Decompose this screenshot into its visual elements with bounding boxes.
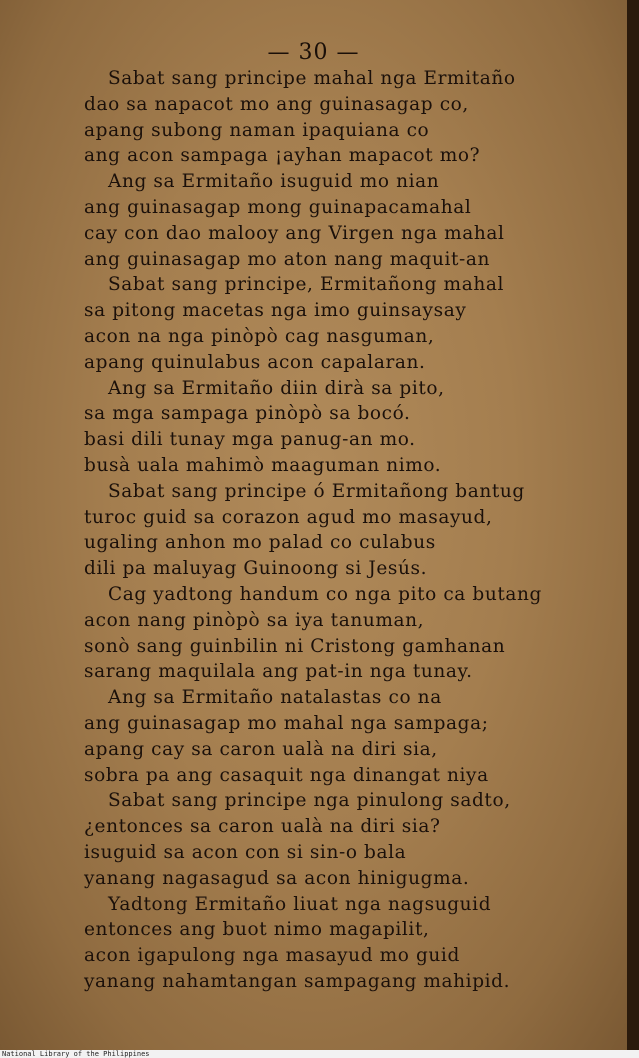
text-line: ¿entonces sa caron ualà na diri sia?: [84, 816, 441, 838]
text-line: yanang nahamtangan sampagang mahipid.: [84, 970, 511, 992]
text-line: Cag yadtong handum co nga pito ca butang: [108, 583, 542, 605]
text-line: dili pa maluyag Guinoong si Jesús.: [84, 558, 428, 580]
text-line: entonces ang buot nimo magapilit,: [84, 919, 430, 941]
footer-credit: National Library of the Philippines: [2, 1050, 150, 1058]
text-line: sobra pa ang casaquit nga dinangat niya: [84, 764, 489, 786]
text-line: acon nang pinòpò sa iya tanuman,: [84, 609, 425, 631]
text-line: Ang sa Ermitaño diin dirà sa pito,: [108, 377, 445, 399]
text-line: Sabat sang principe ó Ermitañong bantug: [108, 480, 525, 502]
text-line: acon igapulong nga masayud mo guid: [84, 945, 460, 967]
text-line: turoc guid sa corazon agud mo masayud,: [84, 506, 493, 528]
text-line: acon na nga pinòpò cag nasguman,: [84, 325, 435, 347]
text-line: Sabat sang principe, Ermitañong mahal: [108, 274, 504, 296]
footer-bar: [0, 1050, 639, 1058]
page-number: — 30 —: [267, 40, 360, 65]
text-line: sarang maquilala ang pat-in nga tunay.: [84, 661, 473, 683]
text-line: isuguid sa acon con si sin-o bala: [84, 841, 407, 863]
text-line: Ang sa Ermitaño natalastas co na: [108, 687, 442, 709]
text-line: Sabat sang principe nga pinulong sadto,: [108, 790, 511, 812]
text-line: sa pitong macetas nga imo guinsaysay: [84, 300, 467, 322]
text-line: ang guinasagap mo mahal nga sampaga;: [84, 712, 489, 734]
text-line: apang cay sa caron ualà na diri sia,: [84, 738, 438, 760]
text-line: basi dili tunay mga panug-an mo.: [84, 429, 416, 451]
text-line: ang acon sampaga ¡ayhan mapacot mo?: [84, 145, 481, 167]
text-line: apang quinulabus acon capalaran.: [84, 351, 426, 373]
text-line: Sabat sang principe mahal nga Ermitaño: [108, 68, 516, 89]
text-line: ang guinasagap mong guinapacamahal: [84, 196, 472, 218]
text-line: dao sa napacot mo ang guinasagap co,: [84, 93, 469, 115]
text-line: cay con dao malooy ang Virgen nga mahal: [84, 222, 505, 244]
text-line: apang subong naman ipaquiana co: [84, 119, 430, 141]
text-line: Yadtong Ermitaño liuat nga nagsuguid: [108, 893, 492, 915]
text-line: sonò sang guinbilin ni Cristong gamhanan: [84, 635, 506, 657]
text-line: ang guinasagap mo aton nang maquit-an: [84, 248, 491, 270]
text-line: busà uala mahimò maaguman nimo.: [84, 454, 442, 476]
poem-text-block: [84, 66, 604, 995]
text-line: Ang sa Ermitaño isuguid mo nian: [108, 171, 440, 193]
text-line: ugaling anhon mo palad co culabus: [84, 532, 436, 554]
text-line: sa mga sampaga pinòpò sa bocó.: [84, 403, 411, 425]
text-line: yanang nagasagud sa acon hinigugma.: [84, 867, 470, 889]
